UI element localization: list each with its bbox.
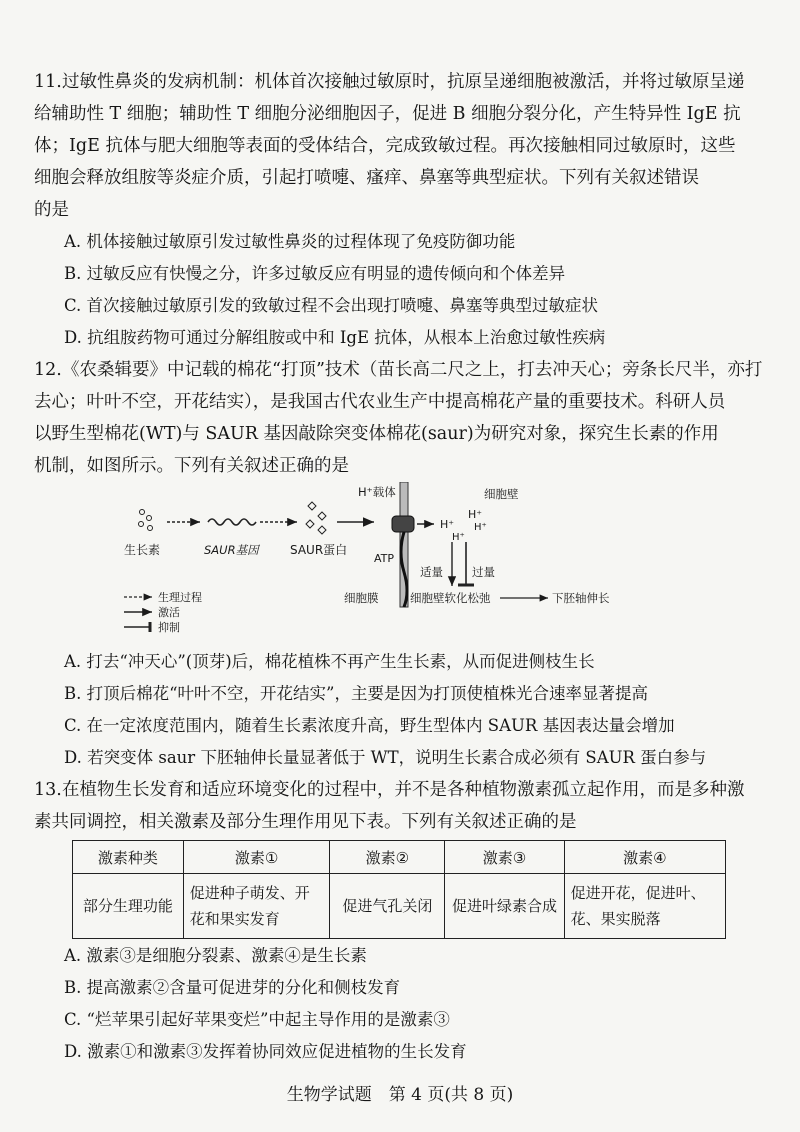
saur-gene-symbol bbox=[208, 519, 256, 525]
cell-hormone-3: 促进叶绿素合成 bbox=[445, 874, 564, 939]
legend-activate: 激活 bbox=[158, 606, 180, 619]
cell-hormone-4: 促进开花，促进叶、花、果实脱落 bbox=[564, 874, 725, 939]
q12-line-2: 去心；叶叶不空，开花结实），是我国古代农业生产中提高棉花产量的重要技术。科研人员 bbox=[34, 392, 726, 412]
label-appropriate: 适量 bbox=[420, 565, 443, 579]
label-atp: ATP bbox=[374, 552, 395, 565]
q12-option-c: C. 在一定浓度范围内，随着生长素浓度升高，野生型体内 SAUR 基因表达量会增加 bbox=[64, 716, 675, 735]
q13-line-2: 素共同调控，相关激素及部分生理作用见下表。下列有关叙述正确的是 bbox=[34, 812, 577, 832]
header-type: 激素种类 bbox=[73, 841, 184, 874]
q11-option-d: D. 抗组胺药物可通过分解组胺或中和 IgE 抗体，从根本上治愈过敏性疾病 bbox=[64, 328, 606, 347]
label-h-carrier: H⁺载体 bbox=[358, 485, 396, 499]
saur-protein-symbol bbox=[306, 502, 326, 534]
q12-number: 12. bbox=[34, 360, 62, 380]
q11-option-c: C. 首次接触过敏原引发的致敏过程不会出现打喷嚏、鼻塞等典型过敏症状 bbox=[64, 296, 599, 315]
q11-line-3: 体；IgE 抗体与肥大细胞等表面的受体结合，完成致敏过程。再次接触相同过敏原时，这些 bbox=[34, 136, 736, 156]
auxin-mechanism-diagram bbox=[112, 482, 672, 642]
q13-option-c: C. “烂苹果引起好苹果变烂”中起主导作用的是激素③ bbox=[64, 1010, 450, 1029]
q11-line-5: 的是 bbox=[34, 200, 69, 220]
q13-option-a: A. 激素③是细胞分裂素、激素④是生长素 bbox=[64, 946, 367, 965]
label-cell-membrane: 细胞膜 bbox=[344, 591, 379, 605]
h-carrier-symbol bbox=[392, 516, 414, 532]
q11-option-b: B. 过敏反应有快慢之分，许多过敏反应有明显的遗传倾向和个体差异 bbox=[64, 264, 566, 283]
row-label: 部分生理功能 bbox=[73, 874, 184, 939]
table-row bbox=[73, 874, 726, 939]
label-auxin: 生长素 bbox=[124, 543, 161, 557]
header-hormone-4: 激素④ bbox=[564, 841, 725, 874]
h-ion-1: H⁺ bbox=[440, 518, 455, 531]
label-wall-loosening: 细胞壁软化松弛 bbox=[410, 591, 491, 605]
diagram-legend bbox=[124, 590, 202, 634]
legend-process: 生理过程 bbox=[158, 591, 202, 604]
header-hormone-3: 激素③ bbox=[445, 841, 564, 874]
label-saur-gene: SAUR基因 bbox=[204, 543, 259, 557]
q12-option-b: B. 打顶后棉花“叶叶不空，开花结实”，主要是因为打顶使植株光合速率显著提高 bbox=[64, 684, 648, 703]
table-header-row bbox=[73, 841, 726, 874]
q12-line-3: 以野生型棉花(WT)与 SAUR 基因敲除突变体棉花(saur)为研究对象，探究生长素的作用 bbox=[34, 424, 719, 444]
header-hormone-2: 激素② bbox=[330, 841, 445, 874]
auxin-molecules bbox=[139, 510, 153, 531]
legend-inhibit: 抑制 bbox=[158, 621, 180, 634]
cell-hormone-2: 促进气孔关闭 bbox=[330, 874, 445, 939]
label-hypocotyl: 下胚轴伸长 bbox=[552, 591, 610, 605]
label-excess: 过量 bbox=[472, 565, 495, 579]
q12-line-1: 《农桑辑要》中记载的棉花“打顶”技术（苗长高二尺之上，打去冲天心；旁条长尺半，亦打 bbox=[62, 360, 763, 380]
q12-option-d: D. 若突变体 saur 下胚轴伸长量显著低于 WT，说明生长素合成必须有 SAUR 蛋白参与 bbox=[64, 748, 707, 767]
h-ion-2: H⁺ bbox=[452, 532, 465, 543]
cell-hormone-1: 促进种子萌发、开花和果实发育 bbox=[183, 874, 330, 939]
q13-option-b: B. 提高激素②含量可促进芽的分化和侧枝发育 bbox=[64, 978, 401, 997]
q11-line-1: 过敏性鼻炎的发病机制：机体首次接触过敏原时，抗原呈递细胞被激活，并将过敏原呈递 bbox=[62, 72, 745, 92]
label-cell-wall: 细胞壁 bbox=[484, 487, 519, 501]
q11-line-2: 给辅助性 T 细胞；辅助性 T 细胞分泌细胞因子，促进 B 细胞分裂分化，产生特异性 IgE 抗 bbox=[34, 104, 741, 124]
q12-option-a: A. 打去“冲天心”(顶芽)后，棉花植株不再产生生长素，从而促进侧枝生长 bbox=[64, 652, 595, 671]
q13-number: 13. bbox=[34, 780, 62, 800]
h-ion-4: H⁺ bbox=[474, 522, 487, 533]
page-footer: 生物学试题 第 4 页(共 8 页) bbox=[286, 1085, 514, 1105]
hormone-table bbox=[72, 840, 726, 939]
label-saur-protein: SAUR蛋白 bbox=[290, 543, 348, 557]
q11-option-a: A. 机体接触过敏原引发过敏性鼻炎的过程体现了免疫防御功能 bbox=[64, 232, 516, 251]
q11-number: 11. bbox=[34, 72, 62, 92]
q12-line-4: 机制，如图所示。下列有关叙述正确的是 bbox=[34, 456, 349, 476]
q13-line-1: 在植物生长发育和适应环境变化的过程中，并不是各种植物激素孤立起作用，而是多种激 bbox=[62, 780, 745, 800]
header-hormone-1: 激素① bbox=[183, 841, 330, 874]
h-ion-3: H⁺ bbox=[468, 508, 483, 521]
q11-line-4: 细胞会释放组胺等炎症介质，引起打喷嚏、瘙痒、鼻塞等典型症状。下列有关叙述错误 bbox=[34, 168, 699, 188]
q13-option-d: D. 激素①和激素③发挥着协同效应促进植物的生长发育 bbox=[64, 1042, 467, 1061]
